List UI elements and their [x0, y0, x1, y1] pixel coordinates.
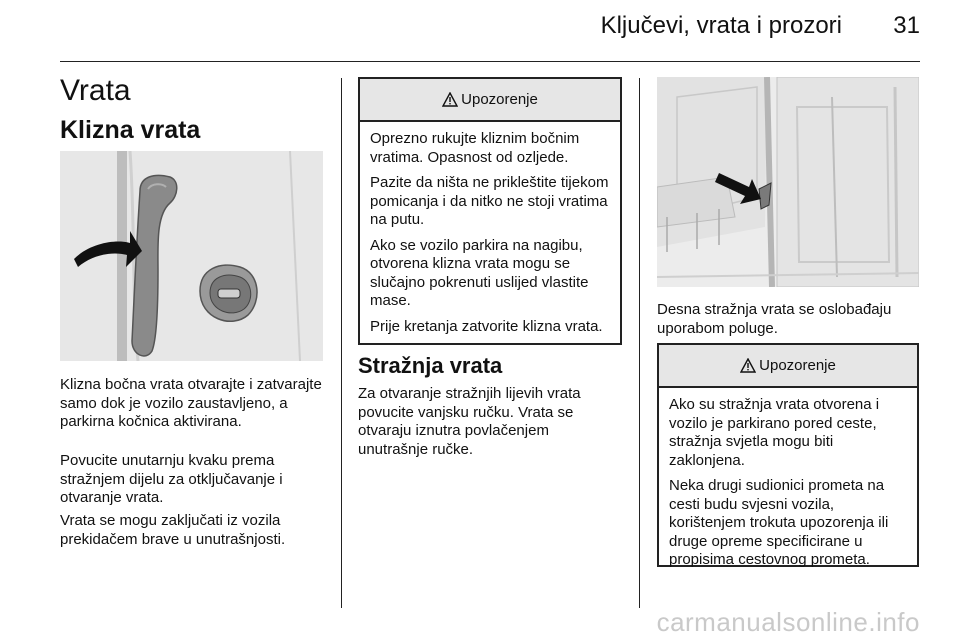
sliding-door-handle-drawing — [60, 151, 323, 361]
subsection-heading-rear-door: Stražnja vrata — [358, 353, 503, 378]
running-header-title: Ključevi, vrata i prozori — [600, 12, 842, 39]
subsection-heading-sliding-door: Klizna vrata — [60, 116, 201, 144]
warning-title: Upozorenje — [759, 357, 836, 374]
warning-paragraph: Prije kretanja zatvorite klizna vrata. — [370, 317, 603, 335]
paragraph-sliding-door-2: Povucite unutarnju kvaku prema stražnjem dijelu za otključavanje i otvaranje vrata. — [60, 452, 283, 506]
warning-paragraph: Ako su stražnja vrata otvorena i vozilo je parkirano pored ceste, stražnja svjetla mogu biti zaklonjena. — [669, 396, 880, 469]
sliding-door-handle-illustration — [60, 151, 323, 361]
page-number: 31 — [893, 12, 920, 39]
warning-triangle-icon — [740, 358, 756, 374]
warning-body — [360, 122, 620, 336]
warning-paragraph: Pazite da ništa ne prikleštite tijekom pomicanja i da nitko ne stoji vratima na putu. — [370, 174, 609, 228]
warning-body — [659, 388, 917, 570]
warning-paragraph: Ako se vozilo parkira na nagibu, otvorena klizna vrata mogu se slučajno pokrenuti uslijed vlastite mase. — [370, 236, 589, 309]
column-divider-left — [341, 78, 342, 608]
caption-rear-door-lever: Desna stražnja vrata se oslobađaju uporabom poluge. — [657, 301, 892, 337]
warning-header — [360, 79, 620, 122]
rear-door-lever-illustration — [657, 77, 919, 287]
column-divider-right — [639, 78, 640, 608]
warning-paragraph: Oprezno rukujte kliznim bočnim vratima. Opasnost od ozljede. — [370, 130, 580, 166]
rear-door-lever-drawing — [657, 77, 919, 287]
warning-triangle-icon — [442, 92, 458, 108]
paragraph-sliding-door-3: Vrata se mogu zaključati iz vozila prekidačem brave u unutrašnjosti. — [60, 512, 286, 548]
header-rule — [60, 61, 920, 62]
paragraph-sliding-door-1: Klizna bočna vrata otvarajte i zatvarajte samo dok je vozilo zaustavljeno, a parkirna kočnica aktivirana. — [60, 376, 322, 430]
warning-box-rear-door — [657, 343, 919, 567]
section-heading: Vrata — [60, 74, 131, 107]
watermark: carmanualsonline.info — [656, 607, 920, 637]
warning-header — [659, 345, 917, 388]
warning-paragraph: Neka drugi sudionici prometa na cesti budu svjesni vozila, korištenjem trokuta upozorenja ili druge opreme specificirane u propisima cestovnog prometa. — [669, 477, 889, 568]
warning-title: Upozorenje — [461, 91, 538, 108]
paragraph-rear-door: Za otvaranje stražnjih lijevih vrata povucite vanjsku ručku. Vrata se otvaraju iznutra povlačenjem unutrašnje ručke. — [358, 385, 581, 458]
warning-box-sliding-door — [358, 77, 622, 345]
